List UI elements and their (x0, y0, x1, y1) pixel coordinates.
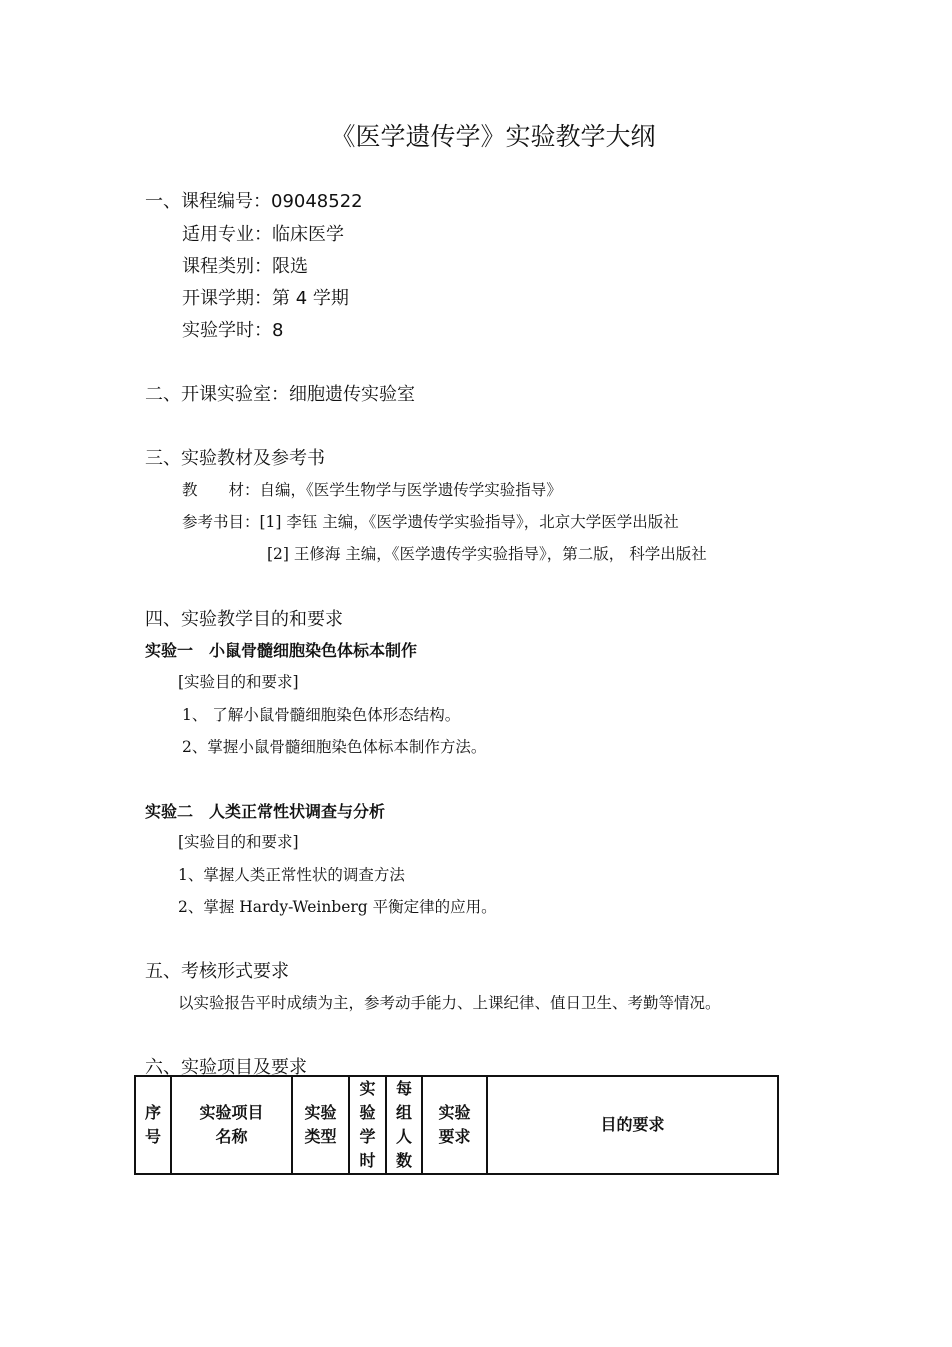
lab-hours: 实验学时：8 (182, 320, 284, 341)
header-name: 实验项目 名称 (171, 1076, 292, 1174)
header-purpose: 目的要求 (487, 1076, 778, 1174)
experiment-1-item: 1、 了解小鼠骨髓细胞染色体形态结构。 (182, 706, 461, 724)
header-requirement: 实验 要求 (422, 1076, 487, 1174)
textbook-heading: 三、实验教材及参考书 (145, 448, 325, 469)
projects-heading: 六、实验项目及要求 (145, 1057, 307, 1078)
experiment-1-title: 实验一 小鼠骨髓细胞染色体标本制作 (145, 641, 418, 660)
page-title: 《医学遗传学》实验教学大纲 (330, 122, 656, 151)
header-seq: 序 号 (135, 1076, 171, 1174)
projects-table (134, 1075, 779, 1175)
textbook-line: 教 材：自编，《医学生物学与医学遗传学实验指导》 (182, 481, 562, 499)
semester: 开课学期：第 4 学期 (182, 288, 349, 309)
applicable-major: 适用专业：临床医学 (182, 224, 344, 245)
assessment-heading: 五、考核形式要求 (145, 961, 289, 982)
reference-1: 参考书目：[1] 李钰 主编，《医学遗传学实验指导》，北京大学医学出版社 (182, 513, 679, 531)
lab-room-heading: 二、开课实验室：细胞遗传实验室 (145, 384, 415, 405)
experiment-2-title: 实验二 人类正常性状调查与分析 (145, 802, 386, 821)
assessment-text: 以实验报告平时成绩为主，参考动手能力、上课纪律、值日卫生、考勤等情况。 (178, 994, 721, 1012)
experiment-2-item: 2、掌握 Hardy-Weinberg 平衡定律的应用。 (178, 898, 497, 916)
header-hours: 实 验 学 时 (349, 1076, 386, 1174)
reference-2: [2] 王修海 主编，《医学遗传学实验指导》，第二版， 科学出版社 (267, 545, 707, 563)
course-code-heading: 一、课程编号：09048522 (145, 191, 363, 212)
objectives-heading: 四、实验教学目的和要求 (145, 609, 343, 630)
course-category: 课程类别：限选 (182, 256, 308, 277)
header-group-size: 每 组 人 数 (386, 1076, 422, 1174)
experiment-1-purpose-label: [实验目的和要求] (178, 673, 299, 691)
table-header-row (135, 1076, 778, 1174)
header-type: 实验 类型 (292, 1076, 349, 1174)
experiment-2-item: 1、掌握人类正常性状的调查方法 (178, 866, 405, 884)
experiment-2-purpose-label: [实验目的和要求] (178, 833, 299, 851)
experiment-1-item: 2、掌握小鼠骨髓细胞染色体标本制作方法。 (182, 738, 487, 756)
